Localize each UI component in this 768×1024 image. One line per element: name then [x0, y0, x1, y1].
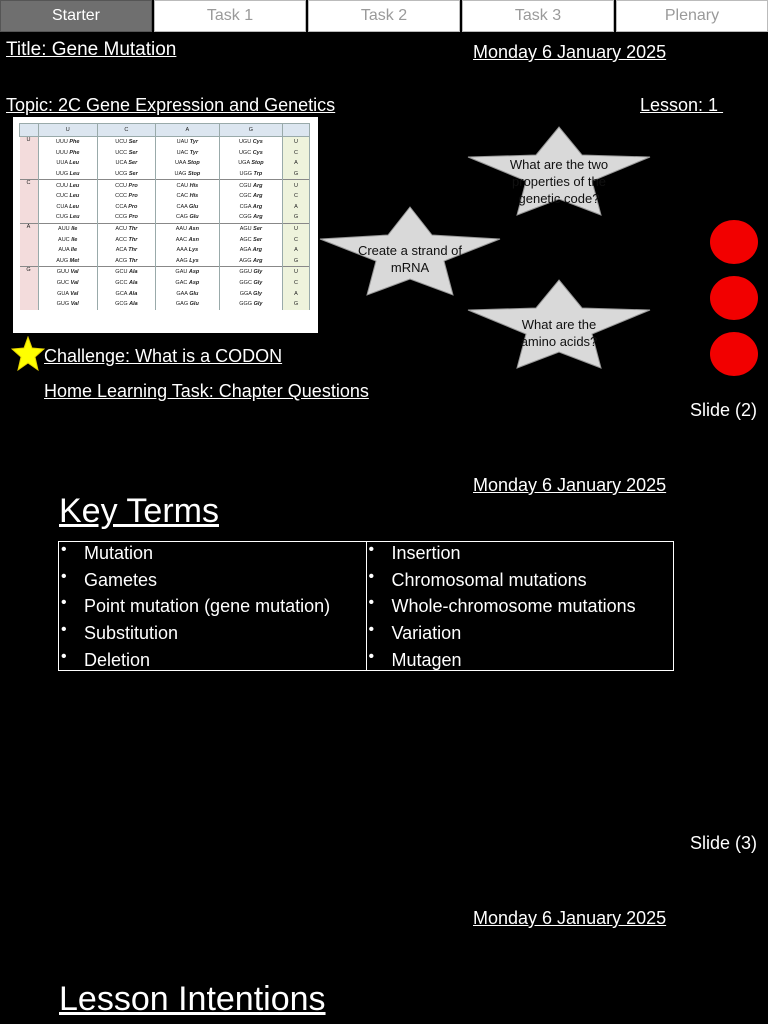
- codon-cell: [219, 180, 282, 191]
- codon-triplet: UCC Ser: [115, 149, 138, 156]
- codon-row: [20, 223, 310, 234]
- codon-third-base: G: [283, 299, 310, 310]
- codon-triplet: UAU Tyr: [176, 139, 199, 146]
- codon-row: [20, 212, 310, 223]
- codon-cell: [219, 223, 282, 234]
- codon-cell: [155, 202, 219, 213]
- codon-triplet: CAC His: [176, 193, 199, 200]
- codon-cell: [219, 256, 282, 267]
- codon-triplet: AAC Asn: [175, 236, 199, 243]
- codon-triplet: CCU Pro: [115, 182, 138, 189]
- codon-first-base: [20, 245, 39, 256]
- slide3-date: Monday 6 January 2025: [473, 908, 667, 928]
- star-text-mrna: Create a strand of mRNA: [357, 243, 463, 275]
- codon-cell: [155, 288, 219, 299]
- codon-triplet: CAU His: [176, 182, 199, 189]
- codon-triplet: CGC Arg: [239, 193, 263, 200]
- codon-cell: [38, 278, 97, 289]
- key-terms-right-column: [366, 542, 674, 670]
- codon-cell: [38, 299, 97, 310]
- codon-cell: [38, 202, 97, 213]
- codon-first-base: [20, 212, 39, 223]
- codon-triplet: GCA Ala: [115, 290, 138, 297]
- lesson-title: Title: Gene Mutation: [6, 39, 177, 60]
- codon-cell: [219, 299, 282, 310]
- key-term: • Chromosomal mutations: [367, 569, 674, 596]
- codon-cell: [97, 299, 155, 310]
- codon-triplet: UAA Stop: [174, 160, 200, 167]
- codon-row: [20, 299, 310, 310]
- codon-first-base: G: [20, 267, 39, 278]
- codon-triplet: UGU Cys: [238, 139, 263, 146]
- codon-cell: [219, 137, 282, 148]
- codon-cell: [97, 223, 155, 234]
- codon-row: [20, 180, 310, 191]
- lesson-number: Lesson: 1: [640, 95, 724, 115]
- codon-cell: [219, 278, 282, 289]
- codon-triplet: CUA Leu: [56, 203, 79, 210]
- codon-triplet: AUA Ile: [58, 247, 78, 254]
- codon-cell: [155, 223, 219, 234]
- codon-third-base: U: [283, 137, 310, 148]
- codon-row: [20, 137, 310, 148]
- codon-row: [20, 288, 310, 299]
- tab-plenary[interactable]: Plenary: [616, 0, 768, 32]
- codon-table: [19, 123, 310, 310]
- codon-first-base: A: [20, 223, 39, 234]
- challenge-text: Challenge: What is a CODON: [44, 346, 283, 366]
- codon-triplet: AGU Ser: [239, 226, 263, 233]
- codon-cell: [97, 202, 155, 213]
- topic-title: Topic: 2C Gene Expression and Genetics: [6, 95, 336, 115]
- codon-cell: [219, 202, 282, 213]
- codon-triplet: CGU Arg: [239, 182, 263, 189]
- lesson-intentions-heading: Lesson Intentions: [59, 980, 326, 1018]
- codon-cell: [155, 256, 219, 267]
- codon-first-base: [20, 158, 39, 169]
- codon-cell: [155, 278, 219, 289]
- slide1-date: Monday 6 January 2025: [473, 42, 667, 62]
- key-terms-table: [58, 541, 674, 671]
- codon-third-base: C: [283, 148, 310, 159]
- codon-cell: [155, 137, 219, 148]
- codon-first-base: [20, 234, 39, 245]
- codon-third-base: G: [283, 212, 310, 223]
- codon-triplet: AGC Ser: [239, 236, 263, 243]
- codon-cell: [38, 180, 97, 191]
- challenge-star-icon: [11, 336, 45, 372]
- codon-cell: [155, 191, 219, 202]
- codon-cell: [219, 288, 282, 299]
- codon-triplet: GGU Gly: [239, 269, 263, 276]
- codon-triplet: GAA Glu: [176, 290, 199, 297]
- key-term: • Point mutation (gene mutation): [59, 595, 366, 622]
- codon-cell: [219, 245, 282, 256]
- codon-third-base: C: [283, 278, 310, 289]
- tab-task-2[interactable]: Task 2: [308, 0, 460, 32]
- codon-cell: [155, 180, 219, 191]
- codon-row: [20, 245, 310, 256]
- codon-cell: [38, 256, 97, 267]
- codon-first-base: [20, 299, 39, 310]
- codon-triplet: UCG Ser: [115, 171, 138, 178]
- codon-header: U: [38, 124, 97, 137]
- codon-cell: [219, 169, 282, 180]
- codon-row: [20, 278, 310, 289]
- codon-third-base: U: [283, 267, 310, 278]
- codon-cell: [155, 169, 219, 180]
- codon-cell: [219, 267, 282, 278]
- codon-third-base: A: [283, 202, 310, 213]
- codon-row: [20, 267, 310, 278]
- codon-cell: [155, 299, 219, 310]
- codon-first-base: U: [20, 137, 39, 148]
- codon-cell: [97, 169, 155, 180]
- codon-triplet: CGG Arg: [239, 214, 263, 221]
- codon-first-base: [20, 278, 39, 289]
- codon-first-base: [20, 191, 39, 202]
- codon-triplet: AGG Arg: [239, 257, 263, 264]
- codon-triplet: UAG Stop: [174, 171, 201, 178]
- codon-cell: [155, 212, 219, 223]
- codon-cell: [155, 234, 219, 245]
- key-term: • Mutation: [59, 542, 366, 569]
- codon-triplet: GAU Asp: [175, 269, 200, 276]
- codon-triplet: GCU Ala: [115, 269, 138, 276]
- codon-triplet: CUU Leu: [56, 182, 80, 189]
- codon-cell: [38, 169, 97, 180]
- codon-cell: [38, 191, 97, 202]
- tab-task-1[interactable]: Task 1: [154, 0, 306, 32]
- codon-cell: [97, 256, 155, 267]
- codon-triplet: CCC Pro: [115, 193, 138, 200]
- codon-cell: [38, 148, 97, 159]
- codon-triplet: CGA Arg: [239, 203, 263, 210]
- codon-row: [20, 234, 310, 245]
- key-term: • Mutagen: [367, 649, 674, 676]
- codon-triplet: ACA Thr: [115, 247, 138, 254]
- codon-cell: [97, 191, 155, 202]
- codon-header-blank: [20, 124, 39, 137]
- codon-triplet: CCA Pro: [115, 203, 138, 210]
- codon-triplet: UGG Trp: [239, 171, 263, 178]
- codon-triplet: UGC Cys: [238, 149, 263, 156]
- tab-bar: [0, 0, 768, 34]
- codon-row: [20, 256, 310, 267]
- key-terms-heading: Key Terms: [59, 492, 219, 530]
- red-dot-1[interactable]: [710, 220, 758, 264]
- codon-triplet: ACC Thr: [115, 236, 138, 243]
- key-term: • Gametes: [59, 569, 366, 596]
- codon-triplet: AGA Arg: [239, 247, 263, 254]
- codon-triplet: AAU Asn: [175, 226, 199, 233]
- codon-third-base: G: [283, 169, 310, 180]
- codon-triplet: AUU Ile: [58, 226, 78, 233]
- codon-cell: [97, 267, 155, 278]
- home-learning-text: Home Learning Task: Chapter Questions: [44, 381, 369, 401]
- codon-triplet: CUG Leu: [55, 214, 80, 221]
- codon-triplet: GCC Ala: [115, 280, 138, 287]
- codon-triplet: UUA Leu: [56, 160, 79, 167]
- codon-header: G: [219, 124, 282, 137]
- codon-triplet: GUC Val: [56, 280, 79, 287]
- red-dot-2[interactable]: [710, 276, 758, 320]
- codon-cell: [38, 234, 97, 245]
- codon-first-base: [20, 288, 39, 299]
- codon-triplet: UUU Phe: [55, 139, 80, 146]
- codon-cell: [97, 212, 155, 223]
- key-term: • Variation: [367, 622, 674, 649]
- codon-cell: [219, 158, 282, 169]
- codon-cell: [155, 267, 219, 278]
- codon-triplet: AUG Met: [56, 257, 80, 264]
- codon-cell: [38, 212, 97, 223]
- codon-triplet: UCA Ser: [115, 160, 138, 167]
- codon-third-base: A: [283, 245, 310, 256]
- codon-triplet: AAA Lys: [176, 247, 199, 254]
- codon-cell: [97, 288, 155, 299]
- codon-table-image: [13, 117, 318, 333]
- codon-row: [20, 191, 310, 202]
- codon-triplet: GCG Ala: [115, 301, 138, 308]
- codon-cell: [155, 148, 219, 159]
- codon-first-base: C: [20, 180, 39, 191]
- codon-third-base: C: [283, 234, 310, 245]
- key-term: • Deletion: [59, 649, 366, 676]
- key-term: • Whole-chromosome mutations: [367, 595, 674, 622]
- codon-triplet: UUU Phe: [55, 149, 80, 156]
- codon-cell: [38, 158, 97, 169]
- codon-first-base: [20, 256, 39, 267]
- codon-triplet: GUU Val: [56, 269, 79, 276]
- codon-cell: [97, 180, 155, 191]
- codon-cell: [97, 234, 155, 245]
- codon-first-base: [20, 202, 39, 213]
- tab-starter[interactable]: Starter: [0, 0, 152, 32]
- codon-cell: [97, 158, 155, 169]
- codon-row: [20, 158, 310, 169]
- slide-2-label: Slide (2): [690, 400, 758, 420]
- codon-cell: [38, 245, 97, 256]
- codon-third-base: U: [283, 223, 310, 234]
- codon-triplet: GGA Gly: [239, 290, 263, 297]
- codon-header: C: [97, 124, 155, 137]
- codon-triplet: UUG Leu: [55, 171, 80, 178]
- codon-cell: [97, 148, 155, 159]
- codon-triplet: GGC Gly: [239, 280, 263, 287]
- codon-triplet: GGG Gly: [239, 301, 263, 308]
- codon-triplet: CCG Pro: [114, 214, 138, 221]
- slide2-date: Monday 6 January 2025: [473, 475, 667, 495]
- codon-triplet: CUC Leu: [56, 193, 80, 200]
- codon-cell: [155, 245, 219, 256]
- codon-triplet: GAG Glu: [175, 301, 199, 308]
- codon-header: A: [155, 124, 219, 137]
- codon-cell: [219, 212, 282, 223]
- codon-cell: [38, 223, 97, 234]
- key-term: • Substitution: [59, 622, 366, 649]
- codon-cell: [97, 245, 155, 256]
- slide-3-label: Slide (3): [690, 833, 758, 853]
- codon-cell: [38, 137, 97, 148]
- codon-cell: [38, 267, 97, 278]
- codon-cell: [155, 158, 219, 169]
- codon-row: [20, 202, 310, 213]
- codon-triplet: GUA Val: [57, 290, 79, 297]
- tab-task-3[interactable]: Task 3: [462, 0, 614, 32]
- codon-cell: [38, 288, 97, 299]
- codon-triplet: AAG Lys: [176, 257, 199, 264]
- codon-third-base: A: [283, 288, 310, 299]
- codon-first-base: [20, 148, 39, 159]
- red-dot-3[interactable]: [710, 332, 758, 376]
- codon-row: [20, 148, 310, 159]
- codon-triplet: CAA Glu: [176, 203, 199, 210]
- star-text-genetic-code: What are the two properties of the genetic code?: [509, 156, 609, 206]
- codon-cell: [219, 191, 282, 202]
- key-terms-left-column: [59, 542, 366, 670]
- codon-triplet: ACG Thr: [115, 257, 138, 264]
- codon-row: [20, 169, 310, 180]
- codon-cell: [219, 148, 282, 159]
- codon-triplet: UGA Stop: [238, 160, 264, 167]
- codon-cell: [219, 234, 282, 245]
- codon-triplet: UCU Ser: [115, 139, 138, 146]
- star-text-amino-acids: What are the amino acids?: [520, 317, 598, 349]
- codon-third-base: G: [283, 256, 310, 267]
- codon-triplet: UAC Tyr: [176, 149, 199, 156]
- codon-triplet: GUG Val: [56, 301, 79, 308]
- codon-triplet: GAC Asp: [175, 280, 200, 287]
- codon-triplet: ACU Thr: [115, 226, 138, 233]
- codon-triplet: CAG Glu: [176, 214, 199, 221]
- key-term: • Insertion: [367, 542, 674, 569]
- codon-cell: [97, 137, 155, 148]
- codon-third-base: A: [283, 158, 310, 169]
- codon-cell: [97, 278, 155, 289]
- codon-third-base: U: [283, 180, 310, 191]
- codon-triplet: AUC Ile: [58, 236, 78, 243]
- codon-header-blank: [283, 124, 310, 137]
- codon-third-base: C: [283, 191, 310, 202]
- codon-first-base: [20, 169, 39, 180]
